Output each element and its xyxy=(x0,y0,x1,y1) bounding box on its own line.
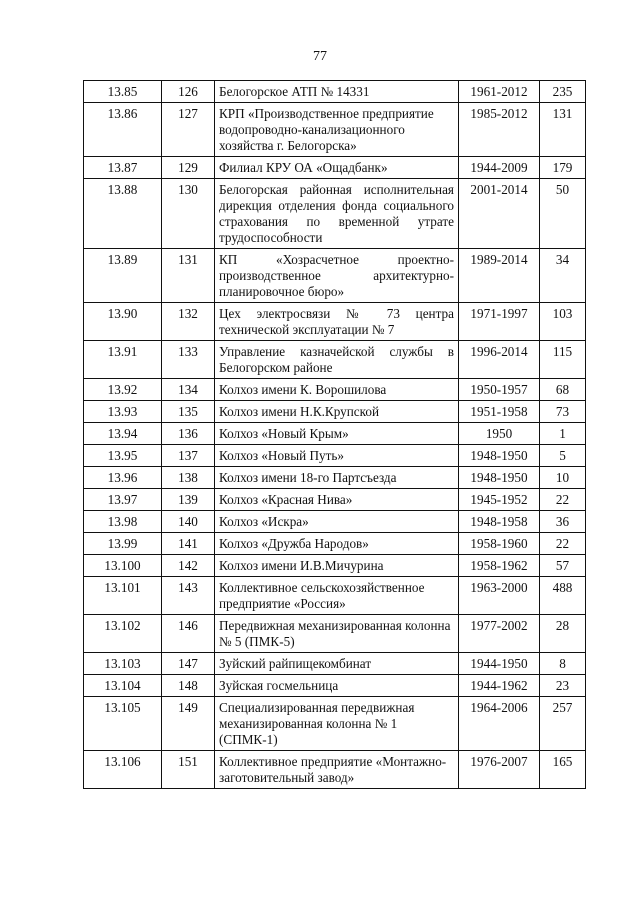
row-number-cell: 13.101 xyxy=(84,577,162,615)
row-number-cell: 13.98 xyxy=(84,511,162,533)
file-count-cell: 28 xyxy=(540,615,586,653)
table-row xyxy=(84,751,586,789)
row-number-cell: 13.90 xyxy=(84,303,162,341)
date-range-cell: 1996-2014 xyxy=(459,341,540,379)
table-row xyxy=(84,615,586,653)
fund-name-cell: Колхоз имени 18-го Партсъезда xyxy=(215,467,459,489)
date-range-cell: 1944-1962 xyxy=(459,675,540,697)
row-number-cell: 13.104 xyxy=(84,675,162,697)
fund-number-cell: 127 xyxy=(162,103,215,157)
row-number-cell: 13.86 xyxy=(84,103,162,157)
row-number-cell: 13.103 xyxy=(84,653,162,675)
fund-name-cell: Зуйская госмельница xyxy=(215,675,459,697)
fund-number-cell: 132 xyxy=(162,303,215,341)
file-count-cell: 103 xyxy=(540,303,586,341)
date-range-cell: 1963-2000 xyxy=(459,577,540,615)
fund-number-cell: 138 xyxy=(162,467,215,489)
fund-name-cell: Белогорская районная исполнительная дирекция отделения фонда социального страхования по временной утрате трудоспособности xyxy=(215,179,459,249)
row-number-cell: 13.87 xyxy=(84,157,162,179)
date-range-cell: 1964-2006 xyxy=(459,697,540,751)
table-row xyxy=(84,511,586,533)
row-number-cell: 13.92 xyxy=(84,379,162,401)
fund-number-cell: 148 xyxy=(162,675,215,697)
fund-number-cell: 147 xyxy=(162,653,215,675)
table-row xyxy=(84,249,586,303)
table-row xyxy=(84,467,586,489)
file-count-cell: 73 xyxy=(540,401,586,423)
file-count-cell: 257 xyxy=(540,697,586,751)
row-number-cell: 13.102 xyxy=(84,615,162,653)
date-range-cell: 1944-2009 xyxy=(459,157,540,179)
date-range-cell: 1961-2012 xyxy=(459,81,540,103)
row-number-cell: 13.89 xyxy=(84,249,162,303)
date-range-cell: 1951-1958 xyxy=(459,401,540,423)
date-range-cell: 1948-1950 xyxy=(459,467,540,489)
date-range-cell: 1976-2007 xyxy=(459,751,540,789)
file-count-cell: 34 xyxy=(540,249,586,303)
date-range-cell: 2001-2014 xyxy=(459,179,540,249)
table-row xyxy=(84,341,586,379)
fund-name-cell: Колхоз имени К. Ворошилова xyxy=(215,379,459,401)
fund-name-cell: Колхоз имени И.В.Мичурина xyxy=(215,555,459,577)
fund-name-cell: Колхоз «Дружба Народов» xyxy=(215,533,459,555)
table-row xyxy=(84,379,586,401)
row-number-cell: 13.97 xyxy=(84,489,162,511)
date-range-cell: 1945-1952 xyxy=(459,489,540,511)
archive-register-table xyxy=(83,80,586,789)
file-count-cell: 165 xyxy=(540,751,586,789)
row-number-cell: 13.85 xyxy=(84,81,162,103)
file-count-cell: 235 xyxy=(540,81,586,103)
date-range-cell: 1948-1950 xyxy=(459,445,540,467)
table-row xyxy=(84,179,586,249)
file-count-cell: 5 xyxy=(540,445,586,467)
table-row xyxy=(84,103,586,157)
file-count-cell: 68 xyxy=(540,379,586,401)
table-row xyxy=(84,675,586,697)
table-row xyxy=(84,401,586,423)
file-count-cell: 179 xyxy=(540,157,586,179)
fund-number-cell: 133 xyxy=(162,341,215,379)
file-count-cell: 1 xyxy=(540,423,586,445)
table-row xyxy=(84,157,586,179)
table-row xyxy=(84,489,586,511)
fund-number-cell: 143 xyxy=(162,577,215,615)
row-number-cell: 13.100 xyxy=(84,555,162,577)
fund-number-cell: 141 xyxy=(162,533,215,555)
file-count-cell: 131 xyxy=(540,103,586,157)
fund-name-cell: Специализированная передвижная механизированная колонна № 1 (СПМК-1) xyxy=(215,697,459,751)
table-row xyxy=(84,445,586,467)
row-number-cell: 13.96 xyxy=(84,467,162,489)
fund-number-cell: 135 xyxy=(162,401,215,423)
date-range-cell: 1971-1997 xyxy=(459,303,540,341)
fund-number-cell: 134 xyxy=(162,379,215,401)
table-row xyxy=(84,423,586,445)
fund-name-cell: Филиал КРУ ОА «Ощадбанк» xyxy=(215,157,459,179)
fund-name-cell: Цех электросвязи № 73 центра технической эксплуатации № 7 xyxy=(215,303,459,341)
fund-name-cell: Коллективное сельскохозяйственное предприятие «Россия» xyxy=(215,577,459,615)
date-range-cell: 1958-1960 xyxy=(459,533,540,555)
row-number-cell: 13.106 xyxy=(84,751,162,789)
fund-name-cell: Колхоз «Искра» xyxy=(215,511,459,533)
fund-number-cell: 126 xyxy=(162,81,215,103)
file-count-cell: 23 xyxy=(540,675,586,697)
fund-number-cell: 136 xyxy=(162,423,215,445)
file-count-cell: 115 xyxy=(540,341,586,379)
row-number-cell: 13.95 xyxy=(84,445,162,467)
fund-number-cell: 130 xyxy=(162,179,215,249)
row-number-cell: 13.88 xyxy=(84,179,162,249)
table-row xyxy=(84,653,586,675)
fund-number-cell: 151 xyxy=(162,751,215,789)
fund-name-cell: Управление казначейской службы в Белогорском районе xyxy=(215,341,459,379)
fund-number-cell: 139 xyxy=(162,489,215,511)
table-row xyxy=(84,81,586,103)
fund-number-cell: 142 xyxy=(162,555,215,577)
row-number-cell: 13.93 xyxy=(84,401,162,423)
fund-name-cell: Колхоз имени Н.К.Крупской xyxy=(215,401,459,423)
table-row xyxy=(84,533,586,555)
date-range-cell: 1977-2002 xyxy=(459,615,540,653)
table-row xyxy=(84,697,586,751)
file-count-cell: 50 xyxy=(540,179,586,249)
fund-name-cell: Передвижная механизированная колонна № 5 (ПМК-5) xyxy=(215,615,459,653)
file-count-cell: 22 xyxy=(540,533,586,555)
file-count-cell: 57 xyxy=(540,555,586,577)
fund-number-cell: 140 xyxy=(162,511,215,533)
file-count-cell: 36 xyxy=(540,511,586,533)
date-range-cell: 1989-2014 xyxy=(459,249,540,303)
fund-number-cell: 137 xyxy=(162,445,215,467)
row-number-cell: 13.91 xyxy=(84,341,162,379)
file-count-cell: 22 xyxy=(540,489,586,511)
fund-name-cell: Коллективное предприятие «Монтажно-заготовительный завод» xyxy=(215,751,459,789)
fund-name-cell: Колхоз «Красная Нива» xyxy=(215,489,459,511)
register-table-body xyxy=(84,81,586,789)
fund-number-cell: 149 xyxy=(162,697,215,751)
date-range-cell: 1944-1950 xyxy=(459,653,540,675)
fund-number-cell: 146 xyxy=(162,615,215,653)
table-row xyxy=(84,303,586,341)
fund-name-cell: Колхоз «Новый Путь» xyxy=(215,445,459,467)
fund-name-cell: Колхоз «Новый Крым» xyxy=(215,423,459,445)
file-count-cell: 10 xyxy=(540,467,586,489)
date-range-cell: 1958-1962 xyxy=(459,555,540,577)
row-number-cell: 13.94 xyxy=(84,423,162,445)
fund-name-cell: КП «Хозрасчетное проектно-производственное архитектурно-планировочное бюро» xyxy=(215,249,459,303)
date-range-cell: 1950-1957 xyxy=(459,379,540,401)
row-number-cell: 13.99 xyxy=(84,533,162,555)
table-row xyxy=(84,555,586,577)
page-number: 77 xyxy=(313,49,327,64)
date-range-cell: 1950 xyxy=(459,423,540,445)
file-count-cell: 8 xyxy=(540,653,586,675)
date-range-cell: 1948-1958 xyxy=(459,511,540,533)
fund-name-cell: Белогорское АТП № 14331 xyxy=(215,81,459,103)
table-row xyxy=(84,577,586,615)
fund-number-cell: 129 xyxy=(162,157,215,179)
fund-number-cell: 131 xyxy=(162,249,215,303)
fund-name-cell: КРП «Производственное предприятие водопроводно-канализационного хозяйства г. Белогорска» xyxy=(215,103,459,157)
file-count-cell: 488 xyxy=(540,577,586,615)
date-range-cell: 1985-2012 xyxy=(459,103,540,157)
fund-name-cell: Зуйский райпищекомбинат xyxy=(215,653,459,675)
row-number-cell: 13.105 xyxy=(84,697,162,751)
